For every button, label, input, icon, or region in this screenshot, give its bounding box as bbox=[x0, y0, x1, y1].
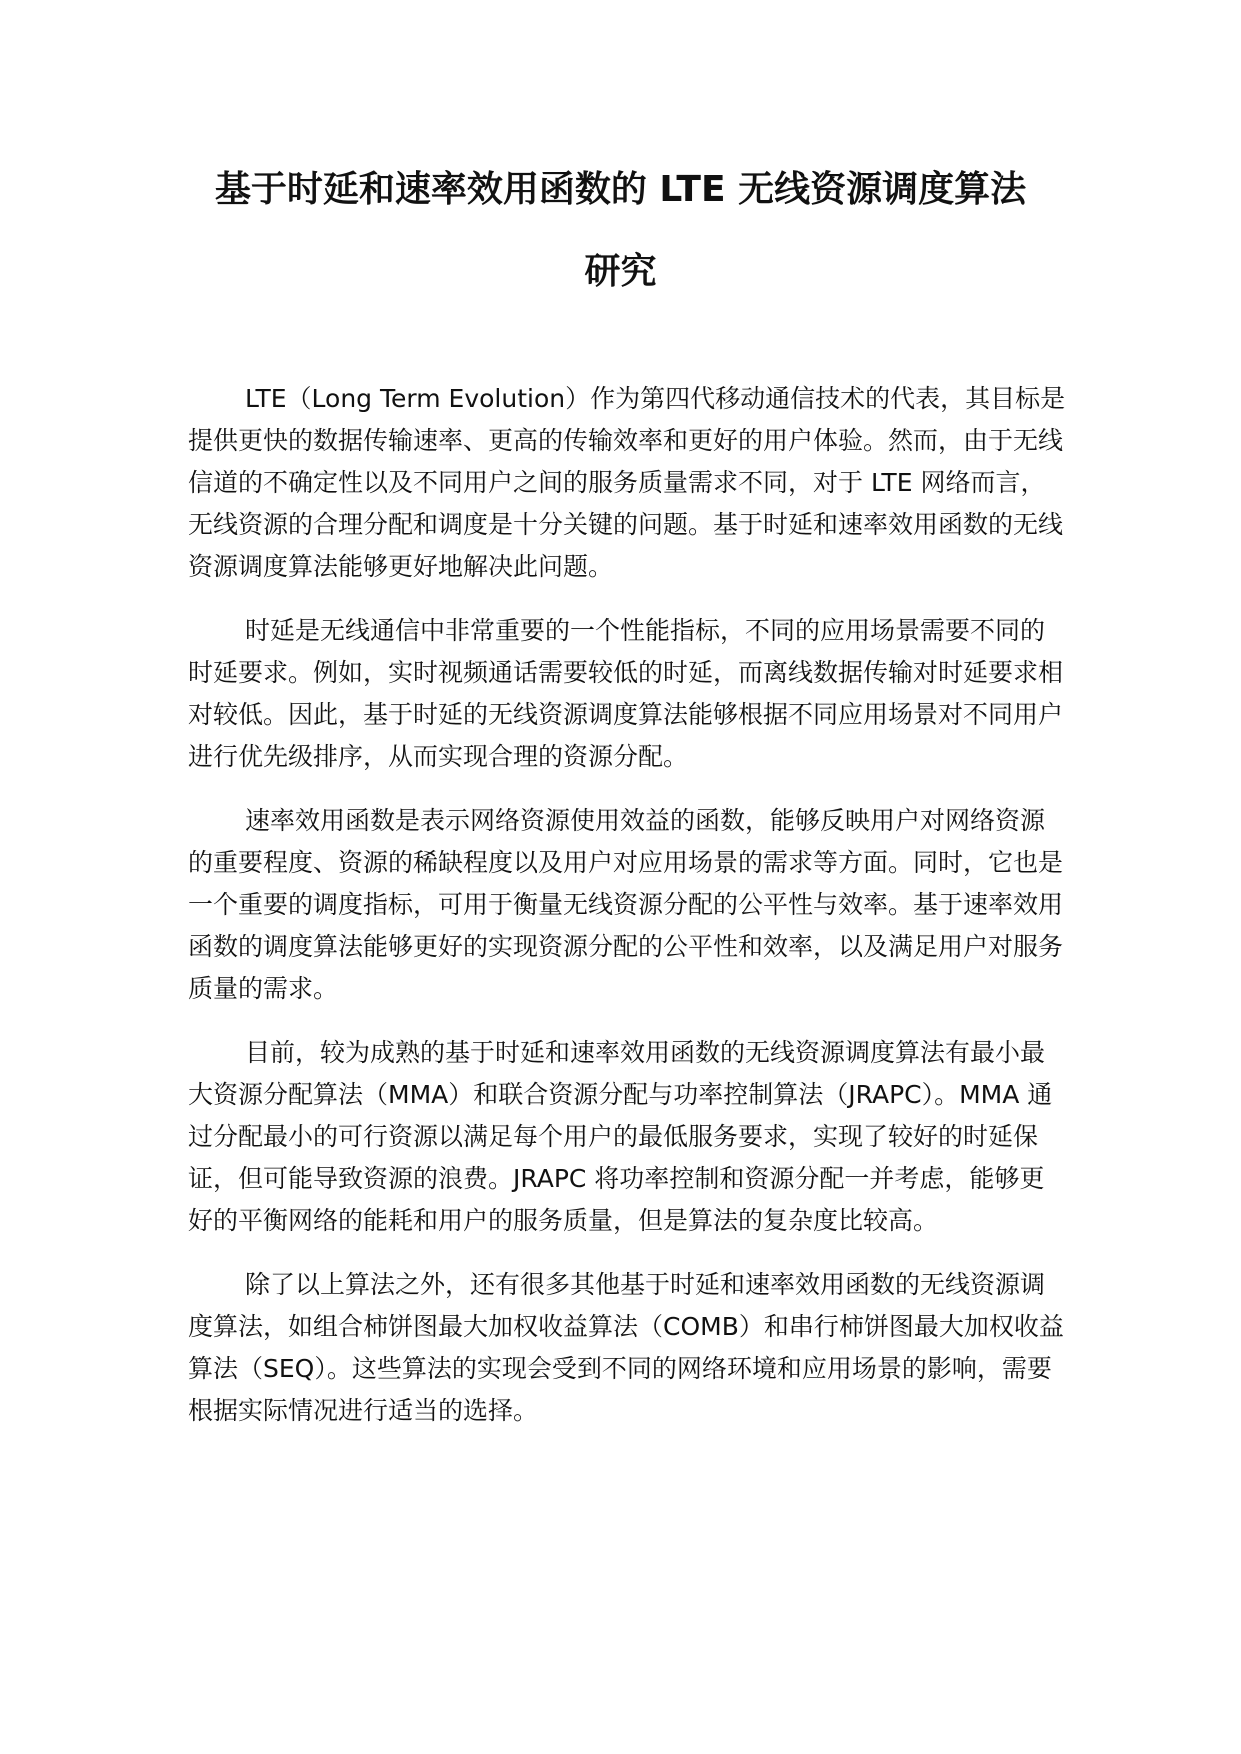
title-line-2: 研究 bbox=[584, 251, 657, 292]
paragraph-current-algorithms: 目前，较为成熟的基于时延和速率效用函数的无线资源调度算法有最小最大资源分配算法（MMA）和联合资源分配与功率控制算法（JRAPC）。MMA 通过分配最小的可行资源以满足每个用户的最低服务要求，实现了较好的时延保证，但可能导致资源的浪费。JRAPC 将功率控制和资源分配一并考虑，能够更好的平衡网络的能耗和用户的服务质量，但是算法的复杂度比较高。 bbox=[188, 1038, 1053, 1235]
title-line-1: 基于时延和速率效用函数的 LTE 无线资源调度算法 bbox=[214, 169, 1027, 210]
paragraph-latency: 时延是无线通信中非常重要的一个性能指标，不同的应用场景需要不同的时延要求。例如，实时视频通话需要较低的时延，而离线数据传输对时延要求相对较低。因此，基于时延的无线资源调度算法能够根据不同应用场景对不同用户进行优先级排序，从而实现合理的资源分配。 bbox=[188, 616, 1064, 771]
document-title bbox=[150, 168, 1091, 294]
paragraph-other-algorithms: 除了以上算法之外，还有很多其他基于时延和速率效用函数的无线资源调度算法，如组合柿饼图最大加权收益算法（COMB）和串行柿饼图最大加权收益算法（SEQ）。这些算法的实现会受到不同的网络环境和应用场景的影响，需要根据实际情况进行适当的选择。 bbox=[188, 1270, 1064, 1425]
paragraph-rate-utility: 速率效用函数是表示网络资源使用效益的函数，能够反映用户对网络资源的重要程度、资源的稀缺程度以及用户对应用场景的需求等方面。同时，它也是一个重要的调度指标，可用于衡量无线资源分配的公平性与效率。基于速率效用函数的调度算法能够更好的实现资源分配的公平性和效率，以及满足用户对服务质量的需求。 bbox=[188, 806, 1064, 1003]
paragraph-lte-intro: LTE（Long Term Evolution）作为第四代移动通信技术的代表，其目标是提供更快的数据传输速率、更高的传输效率和更好的用户体验。然而，由于无线信道的不确定性以及不同用户之间的服务质量需求不同，对于 LTE 网络而言，无线资源的合理分配和调度是十分关键的问题。基于时延和速率效用函数的无线资源调度算法能够更好地解决此问题。 bbox=[188, 384, 1066, 581]
document-body bbox=[188, 378, 1068, 1454]
